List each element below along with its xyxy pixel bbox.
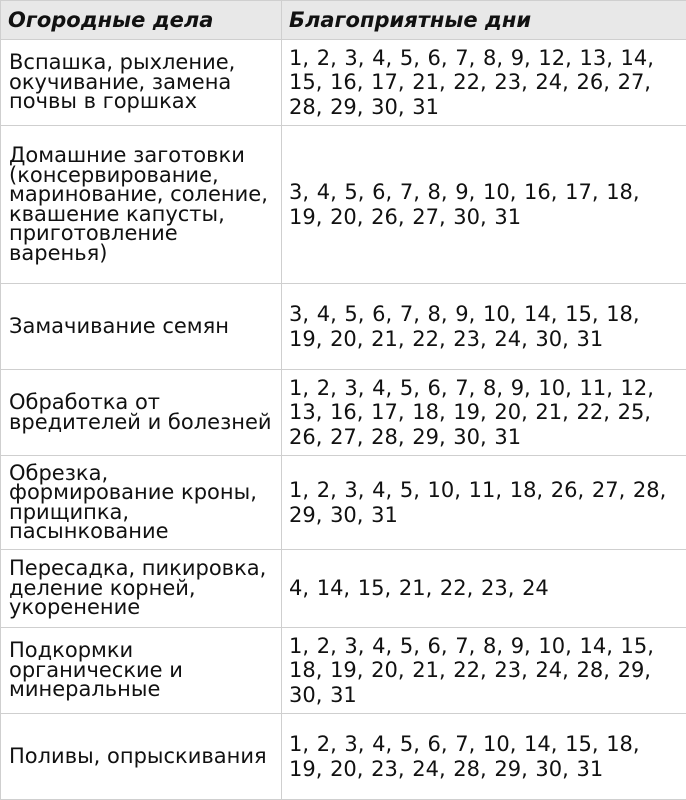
table-row (1, 126, 686, 284)
table-row (1, 550, 686, 628)
table-header-row (1, 1, 686, 40)
favorable-days-cell: 1, 2, 3, 4, 5, 6, 7, 8, 9, 10, 11, 12, 13, 16, 17, 18, 19, 20, 21, 22, 25, 26, 27, 28, 29, 30, 31 (282, 370, 686, 456)
favorable-days-cell: 4, 14, 15, 21, 22, 23, 24 (282, 550, 686, 628)
table-row (1, 456, 686, 550)
garden-work-cell: Замачивание семян (1, 284, 282, 370)
favorable-days-cell: 3, 4, 5, 6, 7, 8, 9, 10, 14, 15, 18, 19, 20, 21, 22, 23, 24, 30, 31 (282, 284, 686, 370)
favorable-days-cell: 3, 4, 5, 6, 7, 8, 9, 10, 16, 17, 18, 19, 20, 26, 27, 30, 31 (282, 126, 686, 284)
table-row (1, 284, 686, 370)
garden-work-cell: Пересадка, пикировка, деление корней, укоренение (1, 550, 282, 628)
favorable-days-cell: 1, 2, 3, 4, 5, 6, 7, 8, 9, 10, 14, 15, 18, 19, 20, 21, 22, 23, 24, 28, 29, 30, 31 (282, 628, 686, 714)
favorable-days-cell: 1, 2, 3, 4, 5, 6, 7, 8, 9, 12, 13, 14, 15, 16, 17, 21, 22, 23, 24, 26, 27, 28, 29, 30, 31 (282, 40, 686, 126)
garden-work-cell: Обработка от вредителей и болезней (1, 370, 282, 456)
table-row (1, 628, 686, 714)
table-row (1, 40, 686, 126)
favorable-days-cell: 1, 2, 3, 4, 5, 6, 7, 10, 14, 15, 18, 19, 20, 23, 24, 28, 29, 30, 31 (282, 714, 686, 800)
table-row (1, 714, 686, 800)
header-favorable-days: Благоприятные дни (282, 1, 686, 40)
table-row (1, 370, 686, 456)
garden-work-cell: Подкормки органические и минеральные (1, 628, 282, 714)
garden-work-cell: Поливы, опрыскивания (1, 714, 282, 800)
garden-work-cell: Вспашка, рыхление, окучивание, замена почвы в горшках (1, 40, 282, 126)
garden-work-cell: Обрезка, формирование кроны, прищипка, пасынкование (1, 456, 282, 550)
garden-work-cell: Домашние заготовки (консервирование, маринование, соление, квашение капусты, приготовление варенья) (1, 126, 282, 284)
header-garden-work: Огородные дела (1, 1, 282, 40)
favorable-days-cell: 1, 2, 3, 4, 5, 10, 11, 18, 26, 27, 28, 29, 30, 31 (282, 456, 686, 550)
